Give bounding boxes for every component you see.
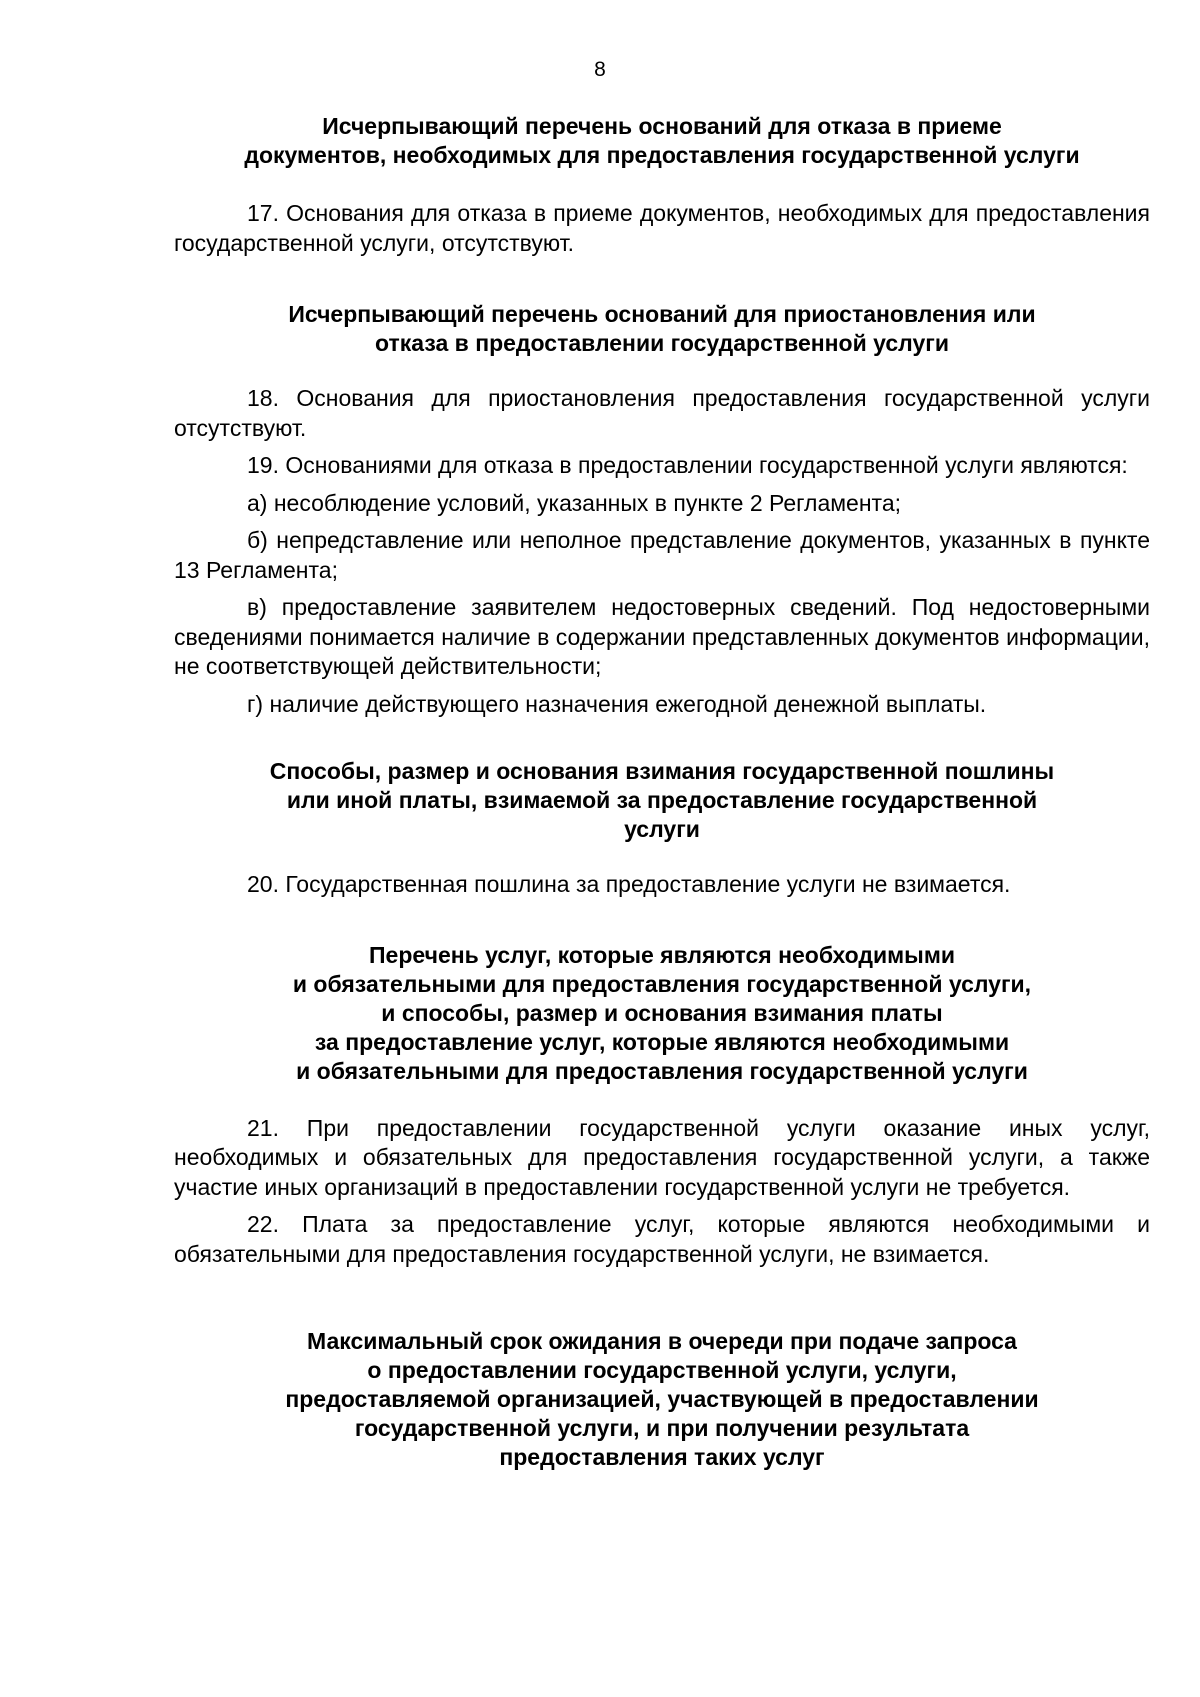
paragraph-18: 18. Основания для приостановления предоставления государственной услуги отсутствуют. — [174, 385, 1150, 441]
paragraph-19-g: г) наличие действующего назначения ежегодной денежной выплаты. — [247, 690, 987, 717]
heading-line: за предоставление услуг, которые являются необходимыми — [314, 1028, 1010, 1055]
heading-line: и обязательными для предоставления государственной услуги, — [292, 970, 1032, 997]
heading-line: или иной платы, взимаемой за предоставление государственной — [286, 787, 1038, 813]
heading-line: о предоставлении государственной услуги, услуги, — [367, 1357, 957, 1383]
paragraph-20: 20. Государственная пошлина за предоставление услуги не взимается. — [247, 871, 1011, 897]
heading-line: Перечень услуг, которые являются необходимыми — [369, 941, 955, 968]
page-number: 8 — [594, 58, 606, 81]
heading-line: и способы, размер и основания взимания платы — [381, 999, 943, 1026]
heading-line: документов, необходимых для предоставления государственной услуги — [244, 142, 1080, 168]
section-heading-queue-waiting-time — [174, 1327, 1150, 1472]
heading-line: предоставляемой организацией, участвующей в предоставлении — [285, 1386, 1039, 1412]
heading-line: Исчерпывающий перечень оснований для отказа в приеме — [322, 113, 1002, 139]
paragraph-22: 22. Плата за предоставление услуг, которые являются необходимыми и обязательными для предоставления государственной услуги, не взимается. — [174, 1211, 1150, 1267]
paragraph-17: 17. Основания для отказа в приеме документов, необходимых для предоставления государственной услуги, отсутствуют. — [174, 200, 1150, 256]
paragraph-19-v: в) предоставление заявителем недостоверных сведений. Под недостоверными сведениями понимается наличие в содержании представленных документов информации, не соответствующей действительности; — [174, 594, 1150, 679]
heading-line: услуги — [624, 816, 700, 842]
paragraph-21: 21. При предоставлении государственной услуги оказание иных услуг, необходимых и обязательных для предоставления государственной услуги, а также участие иных организаций в предоставлении государственной услуги не требуется. — [174, 1114, 1150, 1200]
section-heading-required-services — [174, 941, 1150, 1086]
section-heading-suspension-refusal — [174, 300, 1150, 358]
section-heading-state-fee — [174, 757, 1150, 844]
section-heading-refusal-acceptance — [174, 112, 1150, 170]
heading-line: государственной услуги, и при получении результата — [354, 1415, 970, 1441]
heading-line: Способы, размер и основания взимания государственной пошлины — [269, 758, 1055, 784]
paragraph-19: 19. Основаниями для отказа в предоставлении государственной услуги являются: — [247, 452, 1128, 478]
document-body — [174, 112, 1150, 1472]
heading-line: Максимальный срок ожидания в очереди при подаче запроса — [307, 1328, 1017, 1354]
heading-line: предоставления таких услуг — [499, 1444, 825, 1470]
heading-line: и обязательными для предоставления государственной услуги — [296, 1057, 1028, 1084]
paragraph-19-b: б) непредставление или неполное представление документов, указанных в пункте 13 Регламента; — [174, 527, 1150, 583]
heading-line: Исчерпывающий перечень оснований для приостановления или — [288, 301, 1036, 327]
heading-line: отказа в предоставлении государственной услуги — [375, 330, 949, 356]
paragraph-19-a: а) несоблюдение условий, указанных в пункте 2 Регламента; — [247, 489, 902, 516]
